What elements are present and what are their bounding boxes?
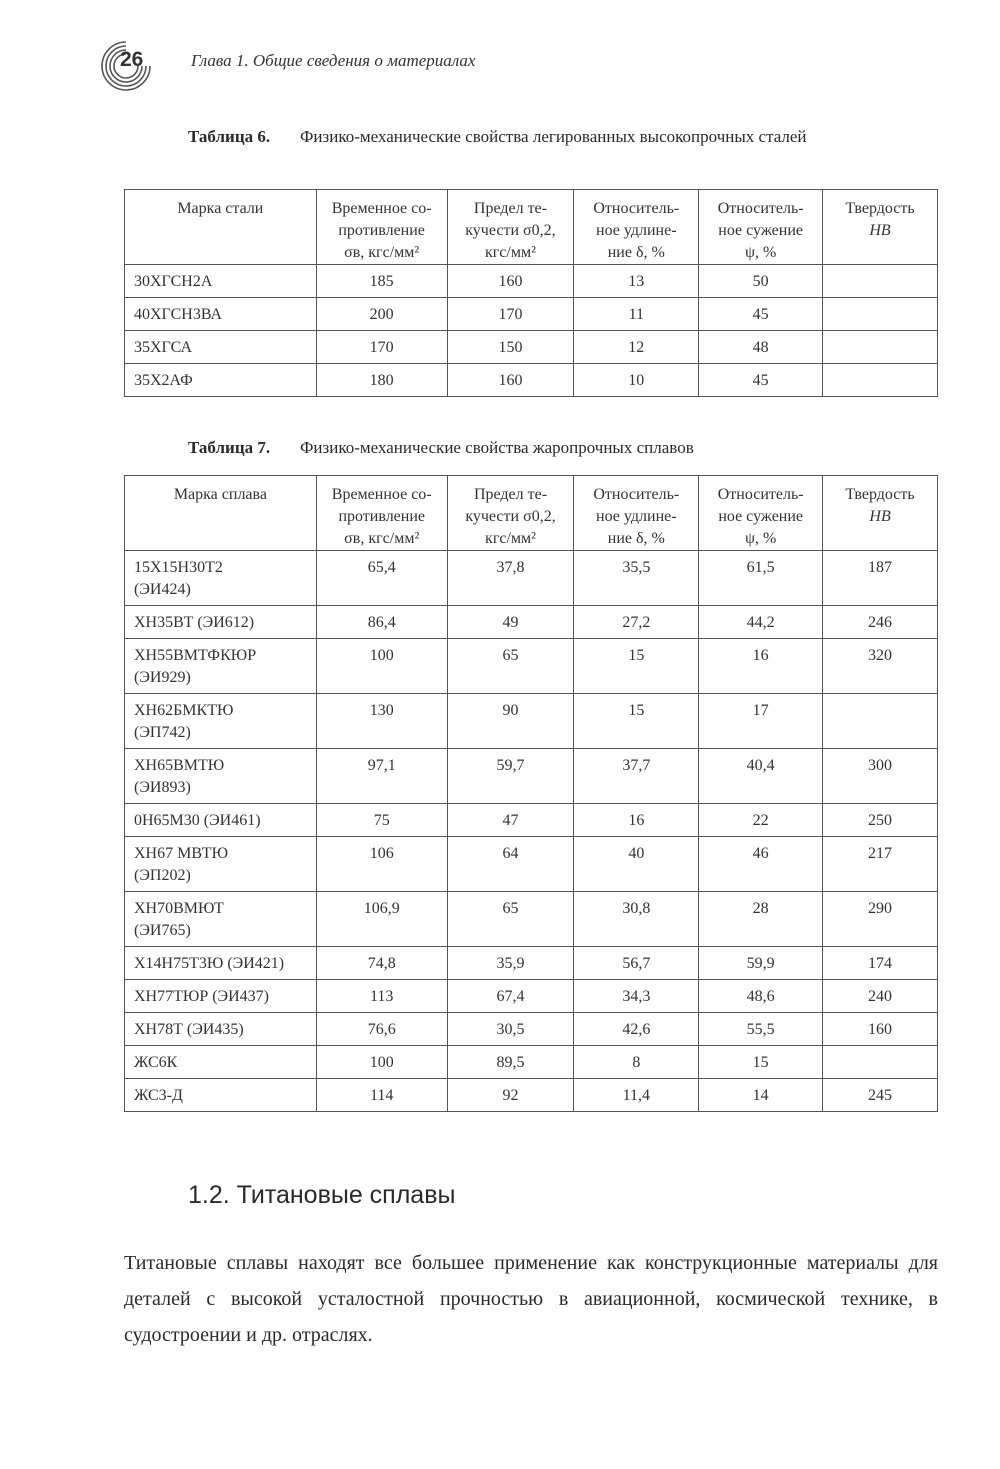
table7-cell-name: ЖС3-Д [125,1079,317,1112]
table7-cell-hardness [823,1046,938,1079]
table7-cell-name: ХН70ВМЮТ (ЭИ765) [125,892,317,947]
table7-cell-tensile: 76,6 [316,1013,447,1046]
table7-cell-elongation: 35,5 [574,551,699,606]
table7-cell-reduction: 22 [699,804,823,837]
table6-body [125,265,938,397]
table7-cell-yield: 64 [447,837,574,892]
table7-cell-tensile: 75 [316,804,447,837]
page-header [96,36,696,96]
table7-cell-tensile: 130 [316,694,447,749]
table7-header-tensile: Временное со- противление σв, кгс/мм² [316,476,447,551]
table-row [125,1046,938,1079]
table6-cell-tensile: 170 [316,331,447,364]
table-row [125,749,938,804]
table7-cell-name: Х14Н75Т3Ю (ЭИ421) [125,947,317,980]
table7-cell-yield: 37,8 [447,551,574,606]
table-row [125,331,938,364]
table6-cell-yield: 160 [447,265,574,298]
table7-cell-name: ХН35ВТ (ЭИ612) [125,606,317,639]
table7-caption [188,436,938,459]
table-row [125,980,938,1013]
table7-cell-name: ЖС6К [125,1046,317,1079]
table6-cell-hardness [823,331,938,364]
table7-cell-hardness: 160 [823,1013,938,1046]
table7-header-yield: Предел те- кучести σ0,2, кгс/мм² [447,476,574,551]
table7-cell-tensile: 100 [316,639,447,694]
table7-header-hardness [823,476,938,551]
table7-cell-tensile: 100 [316,1046,447,1079]
table7-cell-tensile: 86,4 [316,606,447,639]
table7-cell-yield: 47 [447,804,574,837]
section-paragraph: Титановые сплавы находят все большее применение как конструкционные материалы для деталей с высокой усталостной прочностью в авиационной, космической технике, в судостроении и др. отраслях. [124,1252,938,1346]
table7-cell-elongation: 56,7 [574,947,699,980]
table7-cell-reduction: 28 [699,892,823,947]
table6-cell-tensile: 200 [316,298,447,331]
table7-cell-hardness: 174 [823,947,938,980]
table7-cell-elongation: 15 [574,694,699,749]
table6-cell-name: 40ХГСН3ВА [125,298,317,331]
table6-cell-elongation: 13 [574,265,699,298]
table7-cell-name: ХН77ТЮР (ЭИ437) [125,980,317,1013]
table6-header-hardness-label: Твердость [845,200,915,217]
table7-cell-hardness: 217 [823,837,938,892]
table7-cell-tensile: 106 [316,837,447,892]
table7-cell-elongation: 8 [574,1046,699,1079]
table7-cell-name: ХН55ВМТФКЮР (ЭИ929) [125,639,317,694]
table6-cell-name: 30ХГСН2А [125,265,317,298]
table7-title: Физико-механические свойства жаропрочных сплавов [300,438,694,457]
table7-cell-elongation: 34,3 [574,980,699,1013]
table7-cell-yield: 30,5 [447,1013,574,1046]
table-row [125,1079,938,1112]
table7-cell-yield: 59,7 [447,749,574,804]
table7-cell-elongation: 15 [574,639,699,694]
table6-title: Физико-механические свойства легированных высокопрочных сталей [300,127,807,146]
table6-cell-elongation: 11 [574,298,699,331]
table7-header-hardness-unit: HB [869,508,891,525]
table7-cell-tensile: 106,9 [316,892,447,947]
table6-cell-elongation: 10 [574,364,699,397]
table7-cell-yield: 89,5 [447,1046,574,1079]
table7-cell-yield: 65 [447,639,574,694]
table6 [124,189,938,397]
table6-cell-reduction: 50 [699,265,823,298]
table6-cell-reduction: 45 [699,364,823,397]
table6-header-row [125,190,938,265]
table6-header-tensile: Временное со- противление σв, кгс/мм² [316,190,447,265]
table7-cell-hardness: 240 [823,980,938,1013]
table7-cell-reduction: 55,5 [699,1013,823,1046]
table7-cell-reduction: 44,2 [699,606,823,639]
table7-cell-elongation: 42,6 [574,1013,699,1046]
table6-header-reduction: Относитель- ное сужение ψ, % [699,190,823,265]
table7-cell-tensile: 65,4 [316,551,447,606]
table7-cell-name: ХН78Т (ЭИ435) [125,1013,317,1046]
table7-cell-reduction: 46 [699,837,823,892]
table7-cell-hardness: 290 [823,892,938,947]
table-row [125,639,938,694]
table7-cell-yield: 35,9 [447,947,574,980]
table6-header-name: Марка стали [125,190,317,265]
table6-header-hardness-unit: HB [869,222,891,239]
table7-cell-hardness: 320 [823,639,938,694]
table7-cell-yield: 67,4 [447,980,574,1013]
table7-header-elongation: Относитель- ное удлине- ние δ, % [574,476,699,551]
table7-cell-name: 0Н65М30 (ЭИ461) [125,804,317,837]
table7-cell-yield: 65 [447,892,574,947]
table7-header-hardness-label: Твердость [845,486,915,503]
table6-cell-hardness [823,298,938,331]
table-row [125,694,938,749]
table6-cell-tensile: 180 [316,364,447,397]
table7-header-row [125,476,938,551]
table-row [125,947,938,980]
table7-cell-hardness: 187 [823,551,938,606]
table7-cell-name: ХН67 МВТЮ (ЭП202) [125,837,317,892]
table7-cell-reduction: 16 [699,639,823,694]
table-row [125,265,938,298]
table7-cell-hardness: 250 [823,804,938,837]
table7-cell-reduction: 61,5 [699,551,823,606]
table7-cell-elongation: 30,8 [574,892,699,947]
table7-cell-hardness: 246 [823,606,938,639]
table7-cell-yield: 92 [447,1079,574,1112]
table-row [125,606,938,639]
table7-cell-tensile: 97,1 [316,749,447,804]
table6-cell-reduction: 45 [699,298,823,331]
table6-cell-tensile: 185 [316,265,447,298]
table6-cell-name: 35Х2АФ [125,364,317,397]
table7-cell-name: 15Х15Н30Т2 (ЭИ424) [125,551,317,606]
table7 [124,475,938,1112]
table-row [125,551,938,606]
section-title: 1.2. Титановые сплавы [188,1181,456,1209]
table7-cell-hardness: 300 [823,749,938,804]
table7-cell-reduction: 15 [699,1046,823,1079]
table7-cell-elongation: 37,7 [574,749,699,804]
table7-cell-name: ХН62БМКТЮ (ЭП742) [125,694,317,749]
table7-cell-yield: 90 [447,694,574,749]
table6-caption [188,125,938,148]
table6-cell-elongation: 12 [574,331,699,364]
table6-label: Таблица 6. [188,127,271,146]
table7-cell-reduction: 59,9 [699,947,823,980]
table7-cell-tensile: 113 [316,980,447,1013]
running-head: Глава 1. Общие сведения о материалах [191,51,476,70]
table6-header-elongation: Относитель- ное удлине- ние δ, % [574,190,699,265]
table-row [125,837,938,892]
table-row [125,892,938,947]
table6-cell-yield: 150 [447,331,574,364]
table7-cell-hardness: 245 [823,1079,938,1112]
table-row [125,804,938,837]
table7-cell-elongation: 40 [574,837,699,892]
table6-cell-reduction: 48 [699,331,823,364]
table-row [125,298,938,331]
table6-header-hardness [823,190,938,265]
table7-cell-yield: 49 [447,606,574,639]
table7-cell-elongation: 27,2 [574,606,699,639]
table-row [125,364,938,397]
table6-cell-yield: 160 [447,364,574,397]
table7-header-reduction: Относитель- ное сужение ψ, % [699,476,823,551]
table6-cell-hardness [823,364,938,397]
table7-label: Таблица 7. [188,438,271,457]
table7-cell-elongation: 11,4 [574,1079,699,1112]
table-row [125,1013,938,1046]
table7-cell-reduction: 48,6 [699,980,823,1013]
table7-cell-reduction: 40,4 [699,749,823,804]
table7-cell-elongation: 16 [574,804,699,837]
table6-cell-name: 35ХГСА [125,331,317,364]
table7-cell-hardness [823,694,938,749]
table7-cell-reduction: 14 [699,1079,823,1112]
table7-cell-name: ХН65ВМТЮ (ЭИ893) [125,749,317,804]
table6-cell-yield: 170 [447,298,574,331]
table7-cell-reduction: 17 [699,694,823,749]
table7-body [125,551,938,1112]
table7-header-name: Марка сплава [125,476,317,551]
table6-header-yield: Предел те- кучести σ0,2, кгс/мм² [447,190,574,265]
table7-cell-tensile: 74,8 [316,947,447,980]
page-number: 26 [120,48,144,71]
table6-cell-hardness [823,265,938,298]
table7-cell-tensile: 114 [316,1079,447,1112]
